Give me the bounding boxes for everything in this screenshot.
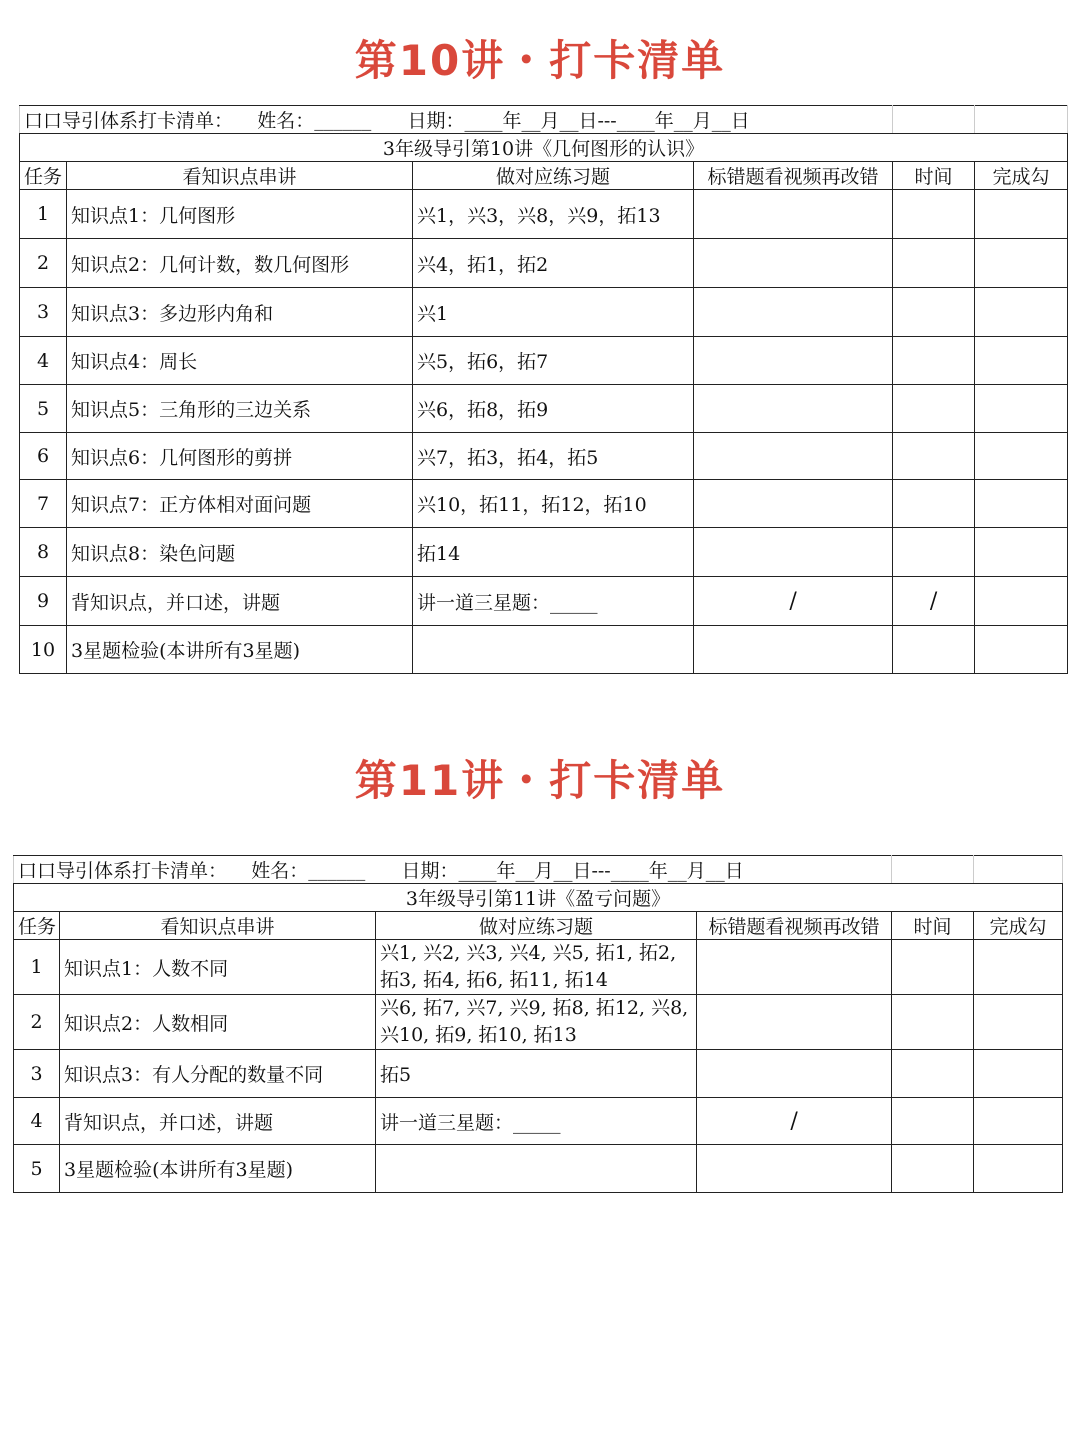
time-cell[interactable]: / xyxy=(893,577,975,626)
date-label: 日期： xyxy=(401,860,459,882)
exercise-cell xyxy=(376,1145,697,1193)
done-cell[interactable] xyxy=(975,528,1068,577)
exercise-cell: 兴7，拓3，拓4，拓5 xyxy=(413,433,694,480)
section-title-10: 第10讲・打卡清单 xyxy=(354,36,726,85)
review-cell[interactable] xyxy=(694,480,893,528)
task-number: 1 xyxy=(20,190,67,239)
done-cell[interactable] xyxy=(975,433,1068,480)
exercise-cell: 讲一道三星题：_____ xyxy=(376,1098,697,1145)
table-row xyxy=(20,626,1068,674)
info-row xyxy=(14,856,892,884)
exercise-cell: 拓5 xyxy=(376,1050,697,1098)
task-number: 2 xyxy=(20,239,67,288)
table-row xyxy=(20,385,1068,433)
time-cell[interactable] xyxy=(893,288,975,337)
exercise-cell: 兴6, 拓7, 兴7, 兴9, 拓8, 拓12, 兴8, 兴10, 拓9, 拓10, 拓13 xyxy=(376,995,697,1050)
time-cell[interactable] xyxy=(893,528,975,577)
done-cell[interactable] xyxy=(974,1145,1063,1193)
name-blank[interactable]: ______ xyxy=(308,858,366,881)
exercise-cell: 兴1 xyxy=(413,288,694,337)
topic-cell: 知识点1：人数不同 xyxy=(60,940,376,995)
date-blank[interactable]: ____年__月__日---____年__月__日 xyxy=(464,110,750,132)
done-cell[interactable] xyxy=(974,1050,1063,1098)
date-label: 日期： xyxy=(407,110,465,132)
header-topic: 看知识点串讲 xyxy=(60,912,376,940)
time-cell[interactable] xyxy=(893,385,975,433)
exercise-cell: 兴1, 兴2, 兴3, 兴4, 兴5, 拓1, 拓2, 拓3, 拓4, 拓6, 拓11, 拓14 xyxy=(376,940,697,995)
task-number: 3 xyxy=(20,288,67,337)
review-cell[interactable] xyxy=(697,1050,892,1098)
task-number: 3 xyxy=(14,1050,60,1098)
done-cell[interactable] xyxy=(975,337,1068,385)
exercise-cell xyxy=(413,626,694,674)
exercise-cell: 兴1，兴3，兴8，兴9，拓13 xyxy=(413,190,694,239)
review-cell[interactable] xyxy=(694,433,893,480)
checklist-table-11 xyxy=(13,855,1063,1193)
section-title-11: 第11讲・打卡清单 xyxy=(354,756,726,805)
time-cell[interactable] xyxy=(892,1098,974,1145)
exercise-cell: 兴6，拓8，拓9 xyxy=(413,385,694,433)
time-cell[interactable] xyxy=(893,239,975,288)
system-label: 口口导引体系打卡清单： xyxy=(18,860,228,882)
topic-cell: 知识点7：正方体相对面问题 xyxy=(67,480,413,528)
review-cell[interactable] xyxy=(694,528,893,577)
task-number: 4 xyxy=(20,337,67,385)
table-row xyxy=(14,1098,1063,1145)
task-number: 5 xyxy=(20,385,67,433)
table-subtitle: 3年级导引第11讲《盈亏问题》 xyxy=(14,884,1063,912)
table-row xyxy=(20,337,1068,385)
info-empty-cell xyxy=(892,856,974,884)
done-cell[interactable] xyxy=(975,480,1068,528)
review-cell[interactable]: / xyxy=(694,577,893,626)
topic-cell: 3星题检验(本讲所有3星题) xyxy=(67,626,413,674)
done-cell[interactable] xyxy=(974,995,1063,1050)
info-empty-cell xyxy=(893,106,975,134)
time-cell[interactable] xyxy=(892,995,974,1050)
header-time: 时间 xyxy=(892,912,974,940)
topic-cell: 背知识点，并口述，讲题 xyxy=(67,577,413,626)
time-cell[interactable] xyxy=(893,626,975,674)
topic-cell: 3星题检验(本讲所有3星题) xyxy=(60,1145,376,1193)
topic-cell: 知识点2：几何计数，数几何图形 xyxy=(67,239,413,288)
header-exercise: 做对应练习题 xyxy=(413,162,694,190)
info-row xyxy=(20,106,893,134)
header-done: 完成勾 xyxy=(974,912,1063,940)
table-row xyxy=(20,528,1068,577)
task-number: 6 xyxy=(20,433,67,480)
task-number: 7 xyxy=(20,480,67,528)
time-cell[interactable] xyxy=(893,190,975,239)
header-topic: 看知识点串讲 xyxy=(67,162,413,190)
time-cell[interactable] xyxy=(892,1145,974,1193)
table-row xyxy=(20,480,1068,528)
exercise-cell: 兴4，拓1，拓2 xyxy=(413,239,694,288)
time-cell[interactable] xyxy=(893,337,975,385)
topic-cell: 知识点3：多边形内角和 xyxy=(67,288,413,337)
topic-cell: 知识点5：三角形的三边关系 xyxy=(67,385,413,433)
header-review: 标错题看视频再改错 xyxy=(694,162,893,190)
name-label: 姓名： xyxy=(251,860,309,882)
task-number: 2 xyxy=(14,995,60,1050)
table-row xyxy=(14,940,1063,995)
table-subtitle: 3年级导引第10讲《几何图形的认识》 xyxy=(20,134,1068,162)
review-cell[interactable] xyxy=(694,385,893,433)
header-time: 时间 xyxy=(893,162,975,190)
exercise-cell: 讲一道三星题：_____ xyxy=(413,577,694,626)
header-review: 标错题看视频再改错 xyxy=(697,912,892,940)
review-cell[interactable] xyxy=(697,995,892,1050)
review-cell[interactable] xyxy=(694,190,893,239)
task-number: 5 xyxy=(14,1145,60,1193)
time-cell[interactable] xyxy=(893,433,975,480)
exercise-cell: 拓14 xyxy=(413,528,694,577)
exercise-cell: 兴5，拓6，拓7 xyxy=(413,337,694,385)
done-cell[interactable] xyxy=(975,626,1068,674)
info-empty-cell xyxy=(974,856,1063,884)
info-empty-cell xyxy=(975,106,1068,134)
system-label: 口口导引体系打卡清单： xyxy=(24,110,234,132)
review-cell[interactable] xyxy=(694,239,893,288)
date-blank[interactable]: ____年__月__日---____年__月__日 xyxy=(458,860,744,882)
header-task: 任务 xyxy=(20,162,67,190)
exercise-cell: 兴10，拓11，拓12，拓10 xyxy=(413,480,694,528)
time-cell[interactable] xyxy=(893,480,975,528)
done-cell[interactable] xyxy=(975,385,1068,433)
table-row xyxy=(20,577,1068,626)
table-row xyxy=(20,433,1068,480)
done-cell[interactable] xyxy=(975,577,1068,626)
topic-cell: 知识点8：染色问题 xyxy=(67,528,413,577)
table-row xyxy=(20,288,1068,337)
topic-cell: 知识点1：几何图形 xyxy=(67,190,413,239)
review-cell[interactable] xyxy=(694,626,893,674)
name-label: 姓名： xyxy=(257,110,315,132)
done-cell[interactable] xyxy=(974,940,1063,995)
table-row xyxy=(20,239,1068,288)
review-cell[interactable] xyxy=(694,288,893,337)
table-row xyxy=(14,1050,1063,1098)
topic-cell: 知识点3：有人分配的数量不同 xyxy=(60,1050,376,1098)
topic-cell: 背知识点，并口述，讲题 xyxy=(60,1098,376,1145)
header-exercise: 做对应练习题 xyxy=(376,912,697,940)
header-task: 任务 xyxy=(14,912,60,940)
time-cell[interactable] xyxy=(892,1050,974,1098)
table-row xyxy=(20,190,1068,239)
review-cell[interactable]: / xyxy=(697,1098,892,1145)
review-cell[interactable] xyxy=(697,1145,892,1193)
task-number: 1 xyxy=(14,940,60,995)
done-cell[interactable] xyxy=(975,190,1068,239)
table-row xyxy=(14,995,1063,1050)
name-blank[interactable]: ______ xyxy=(314,108,372,131)
checklist-table-10 xyxy=(19,105,1068,674)
topic-cell: 知识点6：几何图形的剪拼 xyxy=(67,433,413,480)
review-cell[interactable] xyxy=(697,940,892,995)
review-cell[interactable] xyxy=(694,337,893,385)
task-number: 4 xyxy=(14,1098,60,1145)
done-cell[interactable] xyxy=(974,1098,1063,1145)
table-row xyxy=(14,1145,1063,1193)
task-number: 8 xyxy=(20,528,67,577)
topic-cell: 知识点4：周长 xyxy=(67,337,413,385)
topic-cell: 知识点2：人数相同 xyxy=(60,995,376,1050)
task-number: 10 xyxy=(20,626,67,674)
done-cell[interactable] xyxy=(975,288,1068,337)
header-done: 完成勾 xyxy=(975,162,1068,190)
time-cell[interactable] xyxy=(892,940,974,995)
done-cell[interactable] xyxy=(975,239,1068,288)
task-number: 9 xyxy=(20,577,67,626)
